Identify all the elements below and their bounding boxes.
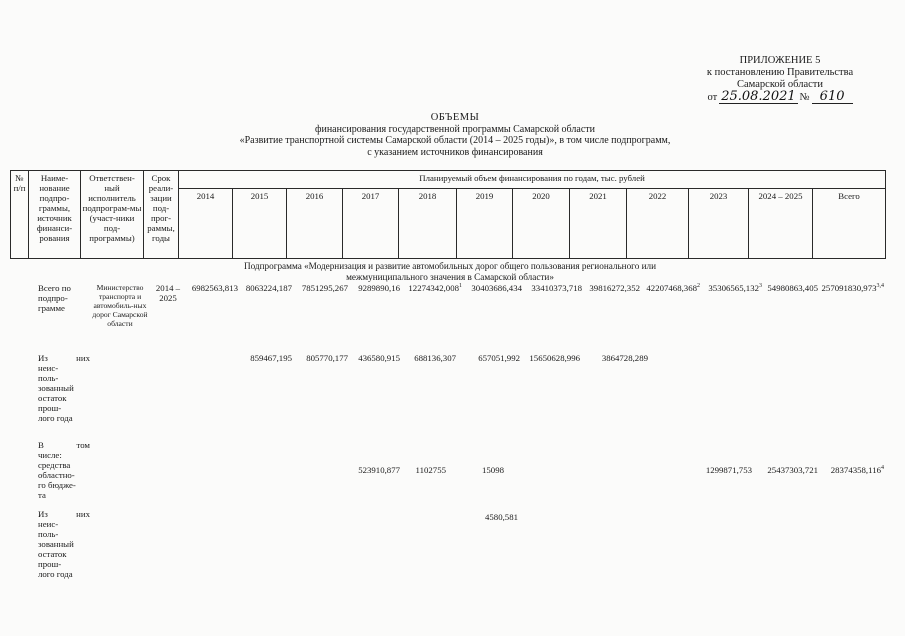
appendix-block <box>700 55 860 104</box>
title-line-1: ОБЪЕМЫ <box>430 112 480 123</box>
value-2021: 3864728,289 <box>601 353 648 363</box>
value-2016: 805770,177 <box>306 353 348 363</box>
header-total: Всего <box>813 189 886 259</box>
row-executor: Министерство транспорта и автомобиль-ных дорог Самарской области <box>92 283 148 328</box>
label-line: Из них <box>38 353 90 363</box>
title-line-2: финансирования государственной программы Самарской области <box>314 123 595 135</box>
document-title <box>150 112 760 158</box>
value-2019: 4580,581 <box>485 512 518 522</box>
row-regional-budget <box>10 440 885 508</box>
value-2018: 12274342,008$^1$ <box>408 283 462 293</box>
label-line: остаток <box>38 393 67 403</box>
subprogram-line-1: Подпрограмма «Модернизация и развитие автомобильных дорог общего пользования регионального или <box>243 261 657 271</box>
value-total: 257091830,973$^{3,4}$ <box>821 283 884 293</box>
value-2020: 33410373,718 <box>531 283 582 293</box>
header-year: 2020 <box>513 189 570 259</box>
label-line: остаток <box>38 549 67 559</box>
header-year: 2021 <box>570 189 627 259</box>
header-year: 2015 <box>233 189 287 259</box>
label-line: поль- <box>38 373 59 383</box>
number-prefix: № <box>799 92 810 103</box>
value-2024-2025: 54980863,405 <box>767 283 818 293</box>
header-term: Срок реали-зации под-прог-раммы, годы <box>144 171 179 259</box>
value-2015: 8063224,187 <box>245 283 292 293</box>
row-label <box>38 440 90 500</box>
title-line-4: с указанием источников финансирования <box>367 146 543 158</box>
header-year: 2016 <box>287 189 343 259</box>
header-planned: Планируемый объем финансирования по годам, тыс. рублей <box>179 171 886 189</box>
label-line: грамме <box>38 303 65 313</box>
label-line: лого года <box>38 569 73 579</box>
label-line: числе: <box>38 450 62 460</box>
label-line: областно- <box>38 470 75 480</box>
value-2024-2025: 25437303,721 <box>767 465 818 475</box>
value-2019: 30403686,434 <box>471 283 522 293</box>
label-line: прош- <box>38 403 62 413</box>
appendix-region: Самарской области <box>737 79 823 90</box>
value-2019: 657051,992 <box>478 353 520 363</box>
header-year: 2024 – 2025 <box>749 189 813 259</box>
label-line: Из них <box>38 509 90 519</box>
header-name: Наиме-нование подпро-граммы, источник финанси-рования <box>29 171 81 259</box>
from-prefix: от <box>707 92 718 103</box>
value-2021: 39816272,352 <box>589 283 640 293</box>
subprogram-caption <box>190 261 710 282</box>
header-year: 2018 <box>399 189 457 259</box>
handwritten-number: 610 <box>812 91 853 104</box>
row-label <box>38 353 90 423</box>
subprogram-line-2: межмуниципального значения в Самарской области» <box>346 271 554 282</box>
label-line: зованный <box>38 383 74 393</box>
header-year: 2019 <box>457 189 513 259</box>
label-line: подпро- <box>38 293 68 303</box>
value-2018: 688136,307 <box>414 353 456 363</box>
label-line: лого года <box>38 413 73 423</box>
title-line-3: «Развитие транспортной системы Самарской области (2014 – 2025 годы)», в том числе подпрограмм, <box>239 135 671 146</box>
row-label <box>38 283 90 313</box>
value-2022: 42207468,368$^2$ <box>646 283 700 293</box>
value-2017: 523910,877 <box>358 465 400 475</box>
header-year: 2022 <box>627 189 689 259</box>
label-line: поль- <box>38 529 59 539</box>
row-total <box>10 283 885 353</box>
appendix-resolution: к постановлению Правительства <box>706 67 854 78</box>
appendix-date-line <box>700 91 860 104</box>
value-2023: 1299871,753 <box>705 465 752 475</box>
label-line: В том <box>38 440 90 450</box>
row-remainder-prev-year-regional <box>10 509 885 589</box>
value-2023: 35306565,132$^3$ <box>708 283 762 293</box>
row-term: 2014 – 2025 <box>155 283 181 303</box>
header-num: № п/п <box>11 171 29 259</box>
value-2014: 6982563,813 <box>191 283 238 293</box>
header-executor: Ответствен-ный исполнитель подпрограм-мы (участ-ники под-программы) <box>81 171 144 259</box>
label-line: Всего по <box>38 283 71 293</box>
value-total: 28374358,116$^4$ <box>830 465 884 475</box>
label-line: го бюдже- <box>38 480 76 490</box>
label-line: та <box>38 490 46 500</box>
value-2020: 15650628,996 <box>529 353 580 363</box>
header-year: 2023 <box>689 189 749 259</box>
appendix-title: ПРИЛОЖЕНИЕ 5 <box>739 55 821 66</box>
financing-table-header <box>10 170 886 259</box>
value-2017: 436580,915 <box>358 353 400 363</box>
label-line: средства <box>38 460 71 470</box>
header-year: 2017 <box>343 189 399 259</box>
label-line: зованный <box>38 539 74 549</box>
value-2016: 7851295,267 <box>301 283 348 293</box>
label-line: неис- <box>38 363 59 373</box>
row-label <box>38 509 90 579</box>
row-remainder-prev-year <box>10 353 885 433</box>
value-2015: 859467,195 <box>250 353 292 363</box>
label-line: прош- <box>38 559 62 569</box>
value-2017: 9289890,16 <box>358 283 400 293</box>
label-line: неис- <box>38 519 59 529</box>
handwritten-date: 25.08.2021 <box>721 89 796 104</box>
value-2018: 1102755 <box>415 465 446 475</box>
header-year: 2014 <box>179 189 233 259</box>
value-2019: 15098 <box>482 465 504 475</box>
